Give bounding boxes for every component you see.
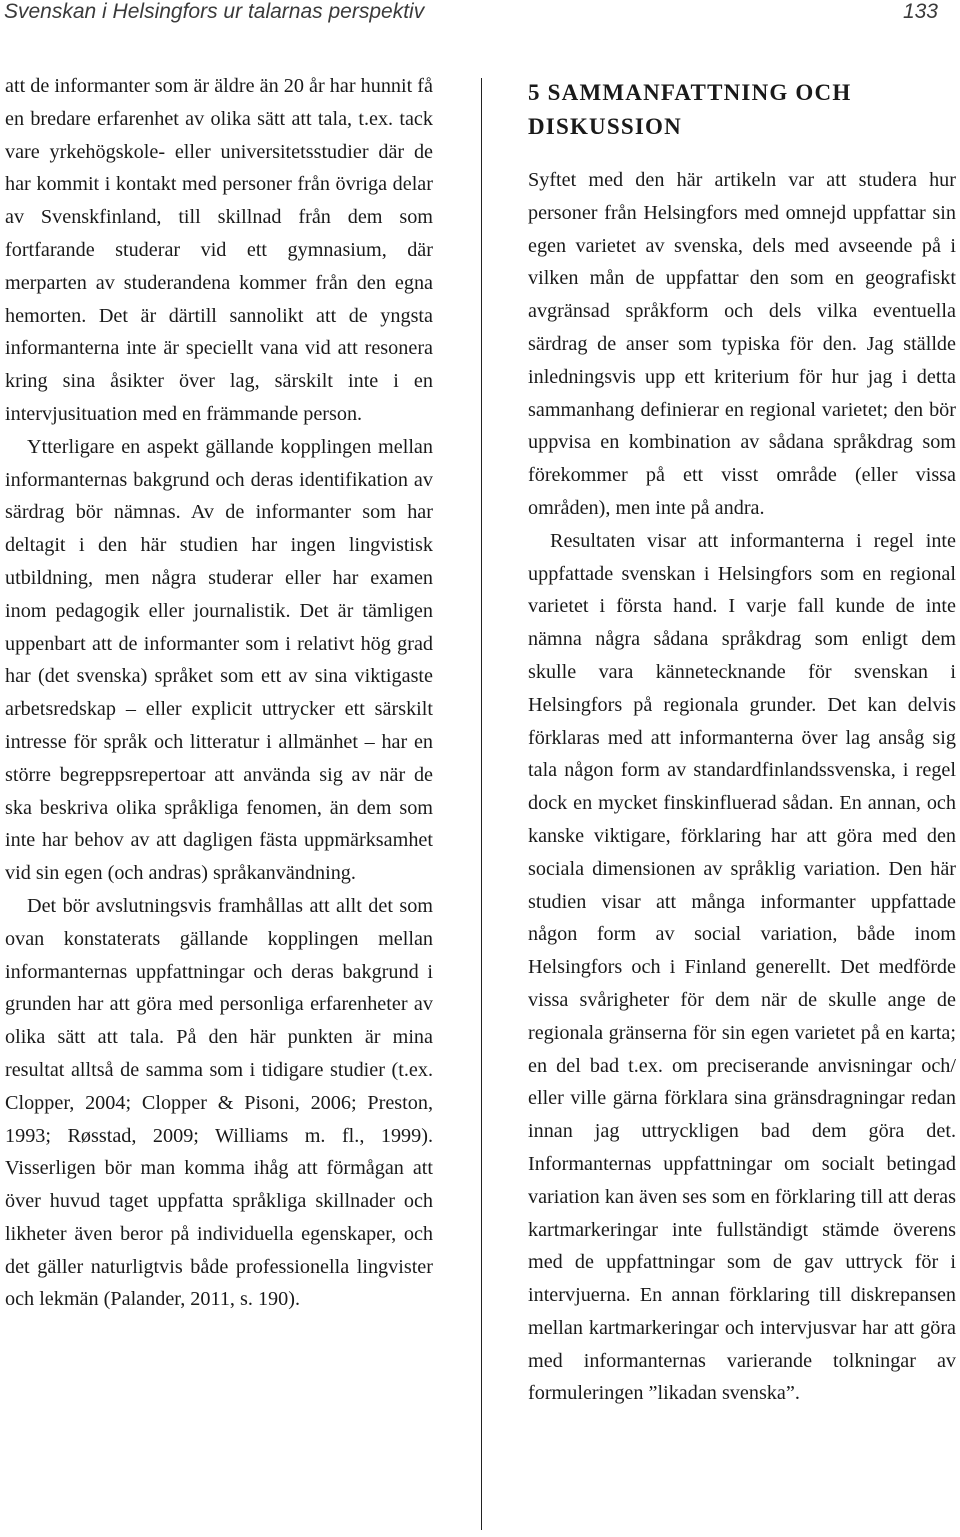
page-number: 133	[902, 0, 938, 23]
running-title: Svenskan i Helsingfors ur talarnas perspektiv	[4, 0, 425, 23]
left-paragraph-2: Ytterligare en aspekt gällande kopplingen mellan informanternas bakgrund och deras identifikation av särdrag bör nämnas. Av de informanter som har deltagit i den här studien har ingen lingvistisk utbildning, men några studerar eller har examen inom pedagogik eller journalistik. Det är tämligen uppenbart att de informanter som i relativt hög grad har (det svenska) språket som ett av sina viktigaste arbetsredskap – eller explicit uttrycker ett särskilt intresse för språk och litteratur i allmänhet – har en större begreppsrepertoar att använda sig av när de ska beskriva olika språkliga fenomen, än dem som inte har behov av att dagligen fästa uppmärksamhet vid sin egen (och andras) språkanvändning.	[5, 435, 433, 885]
section-heading: 5 SAMMANFATTNING OCH DISKUSSION	[528, 80, 852, 139]
right-column	[528, 70, 956, 1410]
left-paragraph-3: Det bör avslutningsvis framhållas att allt det som ovan konstaterats gällande kopplingen mellan informanternas uppfattningar och deras bakgrund i grunden har att göra med personliga erfarenheter av olika sätt att tala. På den här punkten är mina resultat alltså de samma som i tidigare studier (t.ex. Clopper, 2004; Clopper & Pisoni, 2006; Preston, 1993; Røsstad, 2009; Williams m. fl., 1999). Visserligen bör man komma ihåg att förmågan att över huvud taget uppfatta språkliga skillnader och likheter även beror på individuella egenskaper, och det gäller naturligtvis både professionella lingvister och lekmän (Palander, 2011, s. 190).	[5, 894, 433, 1311]
right-paragraph-1: Syftet med den här artikeln var att studera hur personer från Helsingfors med omnejd uppfattar sin egen varietet av svenska, dels med avseende på i vilken mån de uppfattar den som en geografiskt avgränsad språkform och dels vilka eventuella särdrag de anser som typiska för den. Jag ställde inledningsvis upp ett kriterium för hur jag i detta sammanhang definierar en regional varietet; den bör uppvisa en kombination av sådana språkdrag som förekommer på ett visst område (eller vissa områden), men inte på andra.	[528, 169, 956, 519]
left-column	[5, 70, 433, 1316]
column-divider	[481, 78, 482, 1530]
running-header	[4, 0, 938, 30]
left-paragraph-1: att de informanter som är äldre än 20 år har hunnit få en bredare erfarenhet av olika sätt att tala, t.ex. tack vare yrkehögskole- eller universitetsstudier där de har kommit i kontakt med personer från övriga delar av Svenskfinland, till skillnad från dem som fortfarande studerar vid ett gymnasium, där merparten av studerandena kommer från den egna hemorten. Det är därtill sannolikt att de yngsta informanterna inte är speciellt vana vid att resonera kring sina åsikter över lag, särskilt inte i en intervjusituation med en främmande person.	[5, 75, 433, 425]
right-paragraph-2: Resultaten visar att informanterna i regel inte uppfattade svenskan i Helsingfors som en regional varietet i första hand. I varje fall kunde de inte nämna några sådana språkdrag som enligt dem skulle vara kännetecknande för svenskan i Helsingfors på regionala grunder. Det kan delvis förklaras med att informanterna över lag ansåg sig tala någon form av standardfinlandssvenska, i regel dock en mycket finskinfluerad sådan. En annan, och kanske viktigare, förklaring har att göra med den sociala dimensionen av språklig variation. Den här studien visar att många informanter uppfattade någon form av social variation, både inom Helsingfors och i Finland generellt. Det medförde vissa svårigheter för dem när de skulle ange de regionala gränserna för sin egen varietet på en karta; en del bad t.ex. om preciserande anvisningar och/ eller ville gärna förklara sina gränsdragningar redan innan jag uttryckligen bad dem göra det. Informanternas uppfattningar om socialt betingad variation kan även ses som en förklaring till att deras kartmarkeringar inte fullständigt stämde överens med de uppfattningar som de gav uttryck för i intervjuerna. En annan förklaring till diskrepansen mellan kartmarkeringar och intervjusvar har att göra med informanternas varierande tolkningar av formuleringen ”likadan svenska”.	[528, 529, 956, 1405]
